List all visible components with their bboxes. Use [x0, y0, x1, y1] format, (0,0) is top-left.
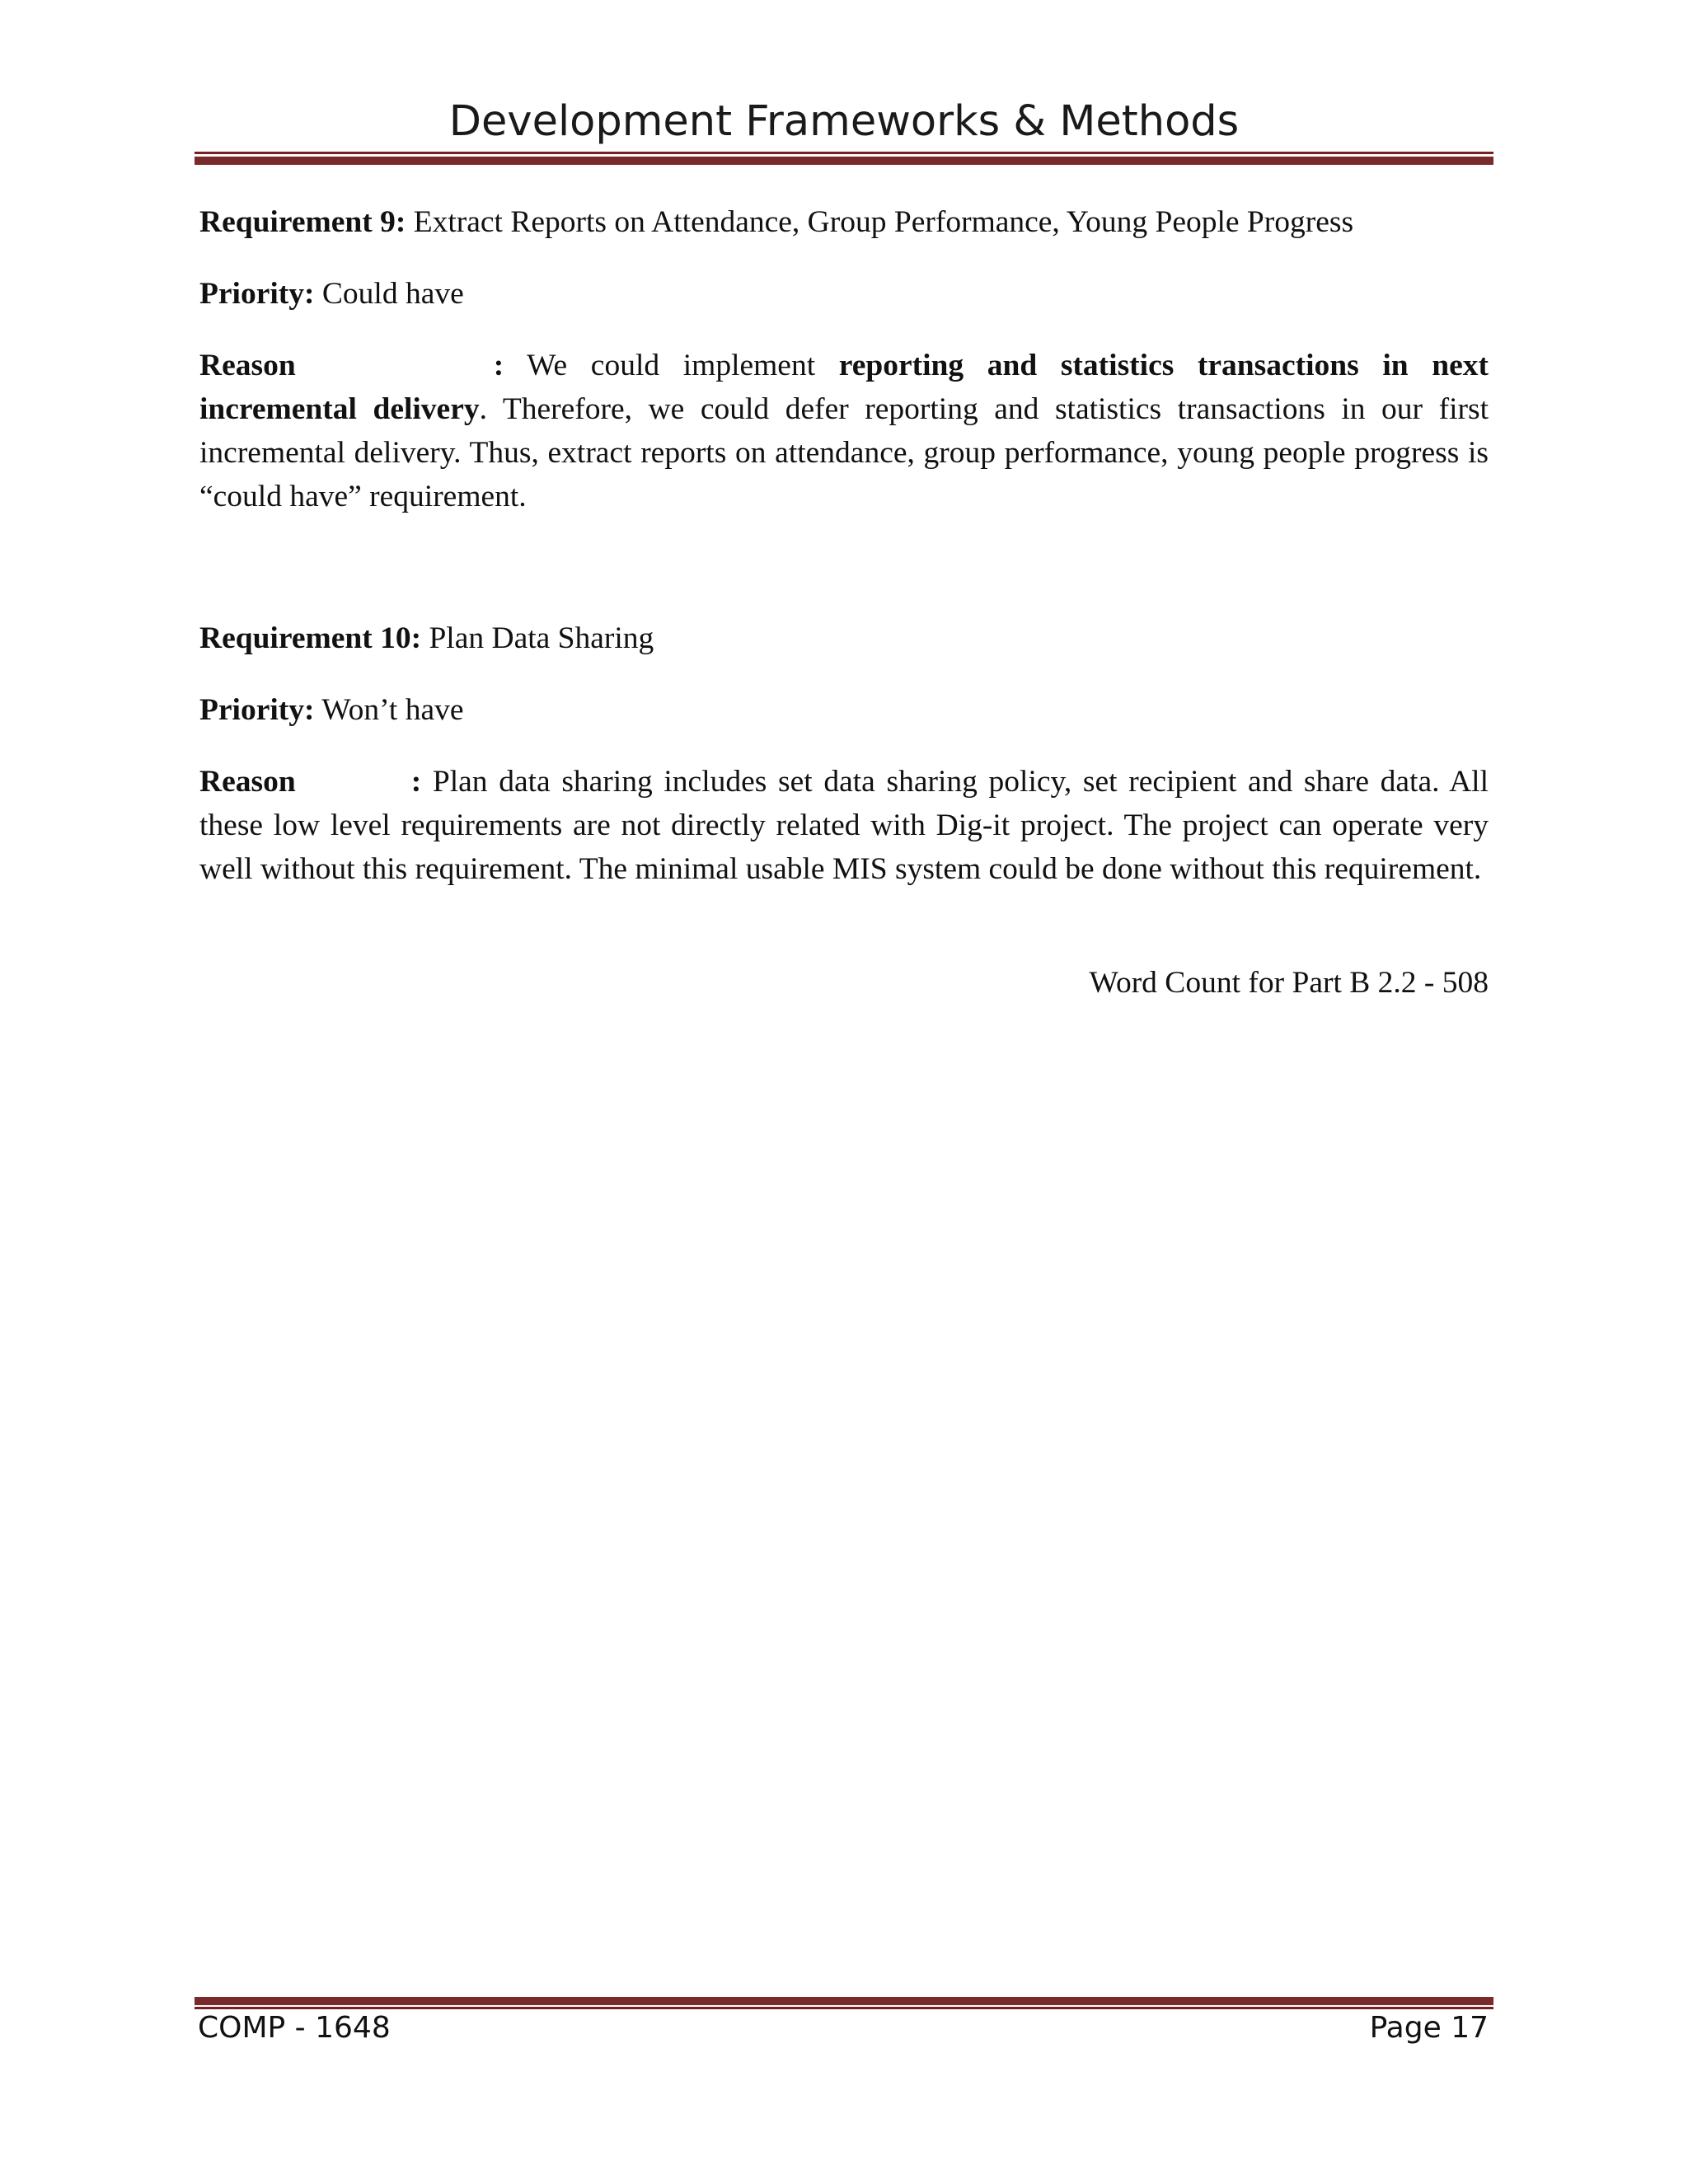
- reason-colon: :: [493, 349, 504, 382]
- word-count: Word Count for Part B 2.2 - 508: [1089, 966, 1489, 1000]
- reason-text-end: . Therefore, we could defer reporting and statistics transactions in our first incremental delivery. Thus, extract reports on attendance, group performance, young people progress is “could have” requirement.: [199, 392, 1489, 513]
- footer-course-code: COMP - 1648: [198, 2011, 391, 2045]
- requirement-9-title: Extract Reports on Attendance, Group Performance, Young People Progress: [413, 205, 1354, 239]
- requirement-9-label: Requirement 9:: [199, 205, 406, 239]
- priority-label: Priority:: [199, 693, 315, 727]
- requirement-10-label: Requirement 10:: [199, 621, 422, 655]
- requirement-10-reason: [199, 760, 1489, 891]
- requirement-10-title: Plan Data Sharing: [429, 621, 654, 655]
- footer-page-number: Page 17: [1369, 2011, 1489, 2045]
- requirement-9-heading: [199, 200, 1489, 244]
- reason-label: Reason: [199, 349, 296, 382]
- requirement-10-priority: [199, 688, 1489, 732]
- reason-label: Reason: [199, 765, 296, 799]
- reason-colon: :: [410, 765, 422, 799]
- requirement-10-heading: [199, 616, 1489, 660]
- reason-text-start: We could implement: [527, 349, 816, 382]
- requirement-9-priority: [199, 272, 1489, 316]
- header-rule-thick: [195, 157, 1493, 165]
- footer-rule-thin: [195, 2007, 1493, 2009]
- footer-rule-thick: [195, 1997, 1493, 2005]
- reason-emphasis: reporting and statistics transactions in next incremental delivery: [199, 349, 1489, 426]
- page-header-title: Development Frameworks & Methods: [448, 97, 1240, 146]
- requirement-9-reason: [199, 344, 1489, 518]
- priority-label: Priority:: [199, 277, 315, 311]
- header-rule-thin: [195, 152, 1493, 154]
- reason-text: Plan data sharing includes set data sharing policy, set recipient and share data. All these low level requirements are not directly related with Dig-it project. The project can operate very well without this requirement. The minimal usable MIS system could be done without this requirement.: [199, 765, 1489, 886]
- priority-value: Won’t have: [321, 693, 464, 727]
- priority-value: Could have: [321, 277, 464, 311]
